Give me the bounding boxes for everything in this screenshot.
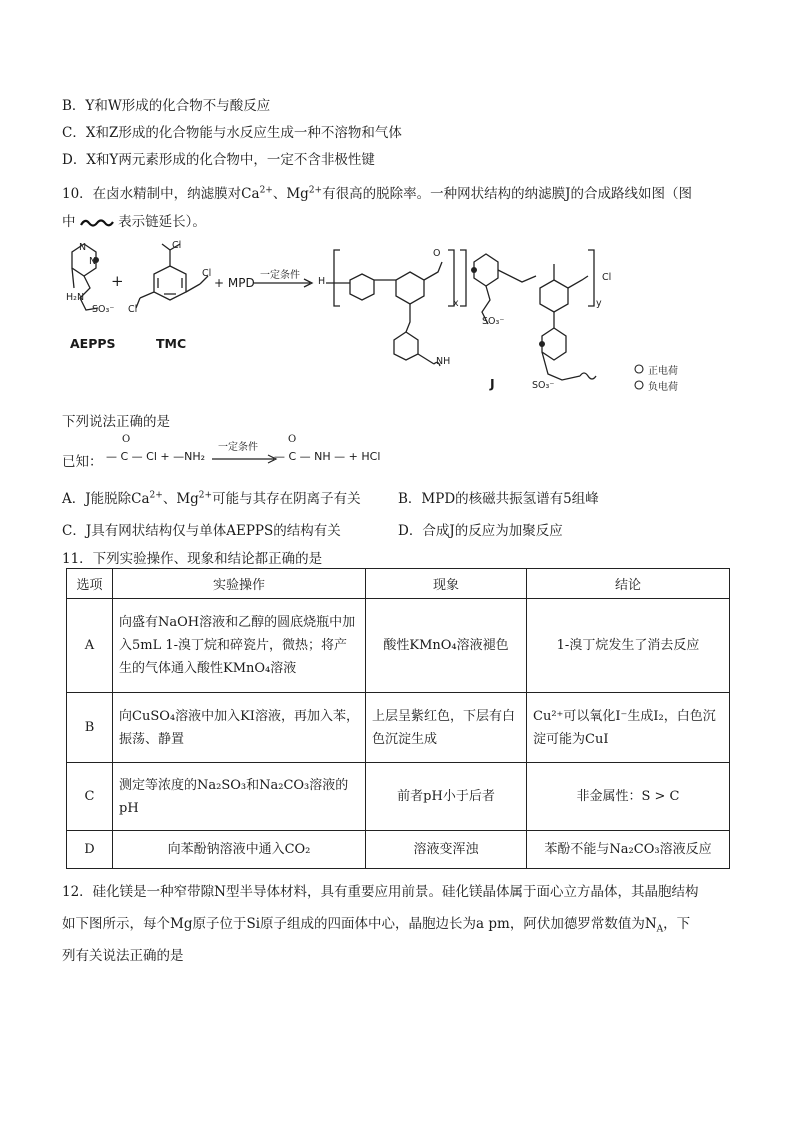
aepps-n-top: N [79,242,87,253]
q12-line2: 如下图所示，每个Mg原子位于Si原子组成的四面体中心，晶胞边长为a pm，阿伏加德罗常数值为$N_A$，下 [62,916,691,935]
row-phenomenon: 上层呈紫红色，下层有白色沉淀生成 [366,693,527,763]
product-so3-2: SO₃⁻ [532,380,555,391]
known-arrow [210,454,280,464]
tmc-cl-right: Cl [202,268,212,279]
q10-option-b: B．MPD的核磁共振氢谱有5组峰 [398,491,599,507]
known-reaction [62,432,462,472]
label-tmc: TMC [156,336,187,351]
reaction-scheme-drawing [62,236,732,404]
header-option: 选项 [67,569,113,599]
q10-stem-line1: 10．在卤水精制中，纳滤膜对$Ca^{2+}$、$Mg^{2+}$有很高的脱除率。一种网状结构的纳滤膜J的合成路线如图（图 [62,185,693,202]
row-conclusion: Cu²⁺可以氧化I⁻生成I₂，白色沉淀可能为CuI [527,693,730,763]
table-row [67,599,730,693]
known-left: — C — Cl + —NH₂ [106,450,206,463]
product-h-left: H [318,276,326,287]
product-nh-1: NH [436,356,451,367]
tmc-cl-top: Cl [172,240,182,251]
known-prefix: 已知： [62,454,103,470]
row-option: A [67,599,113,693]
experiment-table [66,568,730,869]
row-phenomenon: 溶液变浑浊 [366,831,527,869]
aepps-nh2: H₂N [66,292,85,303]
row-conclusion: 苯酚不能与Na₂CO₃溶液反应 [527,831,730,869]
row-operation: 向苯酚钠溶液中通入CO₂ [113,831,366,869]
q10-stem-line2: 中 表示链延长）。 [62,214,206,230]
product-o-1: O [433,248,441,259]
row-operation: 测定等浓度的Na₂SO₃和Na₂CO₃溶液的pH [113,763,366,831]
q10-prompt: 下列说法正确的是 [62,414,170,430]
plus-sign-1: + [111,272,124,290]
q9-option-c: C．X和Z形成的化合物能与水反应生成一种不溶物和气体 [62,125,402,141]
tmc-cl-left: Cl [128,304,138,315]
row-conclusion: 1-溴丁烷发生了消去反应 [527,599,730,693]
table-header-row [67,569,730,599]
row-option: C [67,763,113,831]
label-j: J [490,376,495,391]
header-phenomenon: 现象 [366,569,527,599]
q10-option-c: C．J具有网状结构仅与单体AEPPS的结构有关 [62,523,341,539]
label-aepps: AEPPS [70,336,116,351]
row-option: D [67,831,113,869]
product-cl-end: Cl [602,272,612,283]
header-conclusion: 结论 [527,569,730,599]
q9-option-b: B．Y和W形成的化合物不与酸反应 [62,98,271,114]
q9-option-d: D．X和Y两元素形成的化合物中，一定不含非极性键 [62,152,375,168]
arrow-condition: 一定条件 [260,270,300,281]
reaction-scheme [62,236,732,404]
row-phenomenon: 酸性KMnO₄溶液褪色 [366,599,527,693]
legend-negative: 负电荷 [648,382,678,393]
q12-line3: 列有关说法正确的是 [62,948,184,964]
q11-stem: 11．下列实验操作、现象和结论都正确的是 [62,551,323,567]
q12-line1: 12．硅化镁是一种窄带隙N型半导体材料，具有重要应用前景。硅化镁晶体属于面心立方晶体，其晶胞结构 [62,884,699,900]
wavy-chain-icon [80,217,114,229]
product-sub-y: y [596,298,602,309]
known-o-right: O [288,434,297,445]
row-phenomenon: 前者pH小于后者 [366,763,527,831]
row-operation: 向CuSO₄溶液中加入KI溶液，再加入苯，振荡、静置 [113,693,366,763]
row-option: B [67,693,113,763]
known-right: — C — NH — + HCl [274,450,381,463]
table-row [67,763,730,831]
aepps-so3: SO₃⁻ [92,304,115,315]
table-row [67,831,730,869]
plus-mpd: + MPD [214,276,255,290]
legend-positive: 正电荷 [648,366,678,377]
q10-option-a: A．J能脱除$Ca^{2+}$、$Mg^{2+}$可能与其存在阴离子有关 [62,490,361,507]
product-sub-x: x [453,298,459,309]
table-row [67,693,730,763]
known-o-left: O [122,434,131,445]
row-conclusion: 非金属性：S > C [527,763,730,831]
q10-option-d: D．合成J的反应为加聚反应 [398,523,563,539]
product-so3-1: SO₃⁻ [482,316,505,327]
aepps-n-plus: N [89,256,97,267]
header-operation: 实验操作 [113,569,366,599]
row-operation: 向盛有NaOH溶液和乙醇的圆底烧瓶中加入5mL 1-溴丁烷和碎瓷片，微热；将产生的气体通入酸性KMnO₄溶液 [113,599,366,693]
known-condition: 一定条件 [218,442,258,453]
